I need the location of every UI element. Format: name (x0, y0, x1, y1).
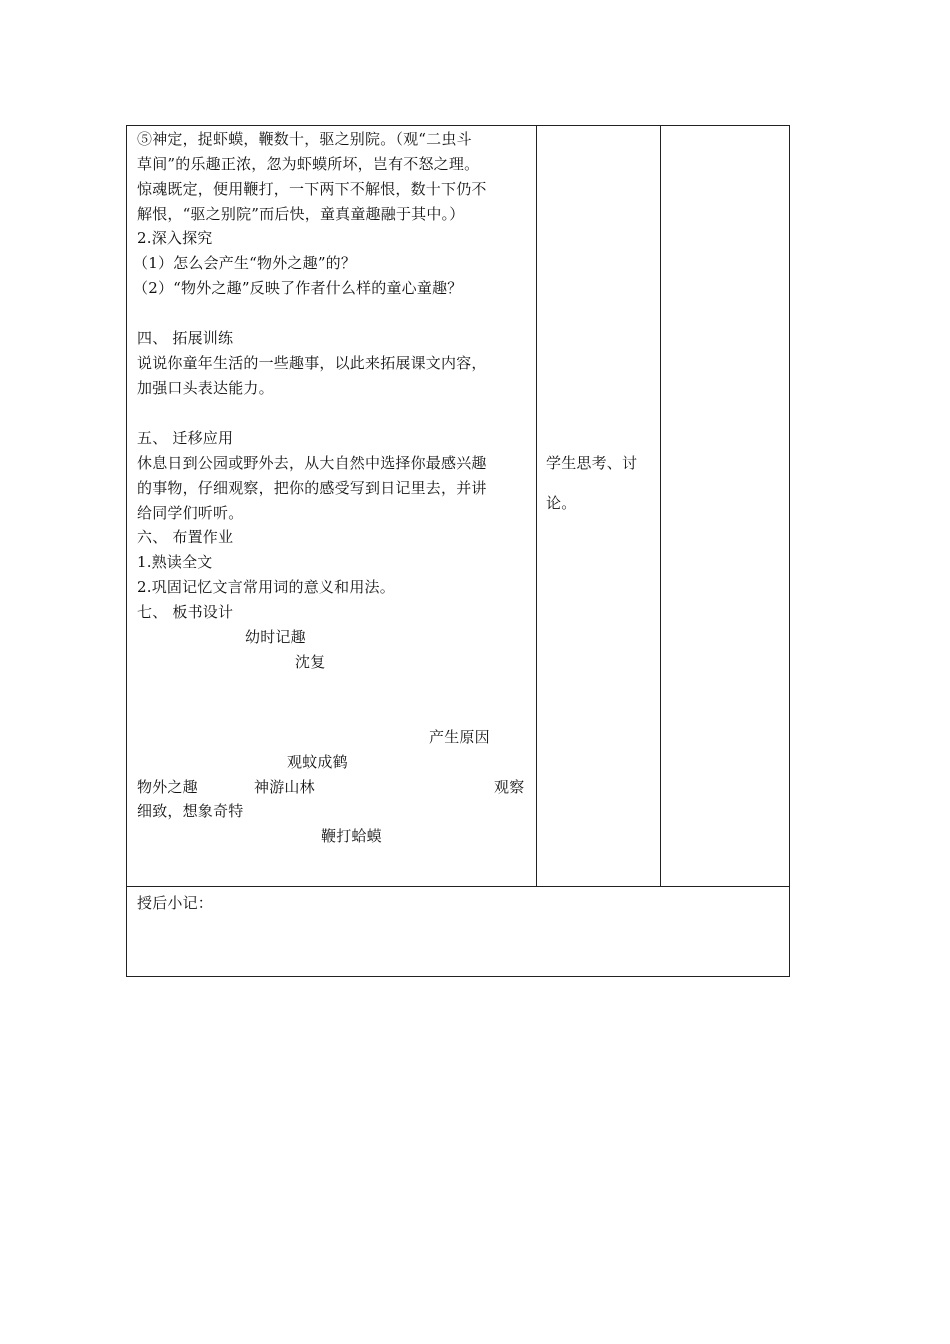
explore-question-2: （2）“物外之趣”反映了作者什么样的童心童趣？ (133, 279, 463, 297)
column-divider-2 (660, 126, 661, 887)
section6-item1: 1.熟读全文 (137, 553, 213, 571)
section4-line1: 说说你童年生活的一些趣事，以此来拓展课文内容， (137, 354, 487, 372)
section7-heading: 七、 板书设计 (137, 603, 234, 621)
column-divider-1 (536, 126, 537, 887)
board-branch-2: 神游山林 (254, 778, 315, 796)
board-author: 沈复 (295, 653, 326, 671)
board-cause: 产生原因 (429, 728, 490, 746)
explore-heading: 2.深入探究 (137, 229, 213, 247)
para5-line1: ⑤神定，捉虾蟆，鞭数十，驱之别院。（观“二虫斗 (137, 130, 472, 148)
para5-line3: 惊魂既定，便用鞭打，一下两下不解恨，数十下仍不 (137, 180, 487, 198)
student-activity-line2: 论。 (546, 494, 577, 512)
student-activity-line1: 学生思考、讨 (546, 454, 638, 472)
section5-line3: 给同学们听听。 (137, 504, 244, 522)
para5-line4: 解恨，“驱之别院”而后快，童真童趣融于其中。） (137, 205, 465, 223)
board-observe: 观察 (494, 778, 525, 796)
board-branch-1: 观蚊成鹤 (287, 753, 348, 771)
section4-line2: 加强口头表达能力。 (137, 379, 274, 397)
section5-line2: 的事物，仔细观察，把你的感受写到日记里去，并讲 (137, 479, 487, 497)
board-observe-continued: 细致，想象奇特 (137, 802, 244, 820)
section4-heading: 四、 拓展训练 (137, 329, 234, 347)
section5-line1: 休息日到公园或野外去，从大自然中选择你最感兴趣 (137, 454, 487, 472)
section6-heading: 六、 布置作业 (137, 528, 234, 546)
row-divider (127, 886, 789, 887)
board-main-topic: 物外之趣 (137, 778, 198, 796)
explore-question-1: （1）怎么会产生“物外之趣”的？ (133, 254, 357, 272)
lesson-table (126, 125, 790, 977)
para5-line2: 草间”的乐趣正浓，忽为虾蟆所坏，岂有不怒之理。 (137, 155, 480, 173)
board-title: 幼时记趣 (245, 628, 306, 646)
section6-item2: 2.巩固记忆文言常用词的意义和用法。 (137, 578, 395, 596)
notes-label: 授后小记： (137, 894, 214, 912)
section5-heading: 五、 迁移应用 (137, 429, 234, 447)
board-branch-3: 鞭打蛤蟆 (321, 827, 382, 845)
